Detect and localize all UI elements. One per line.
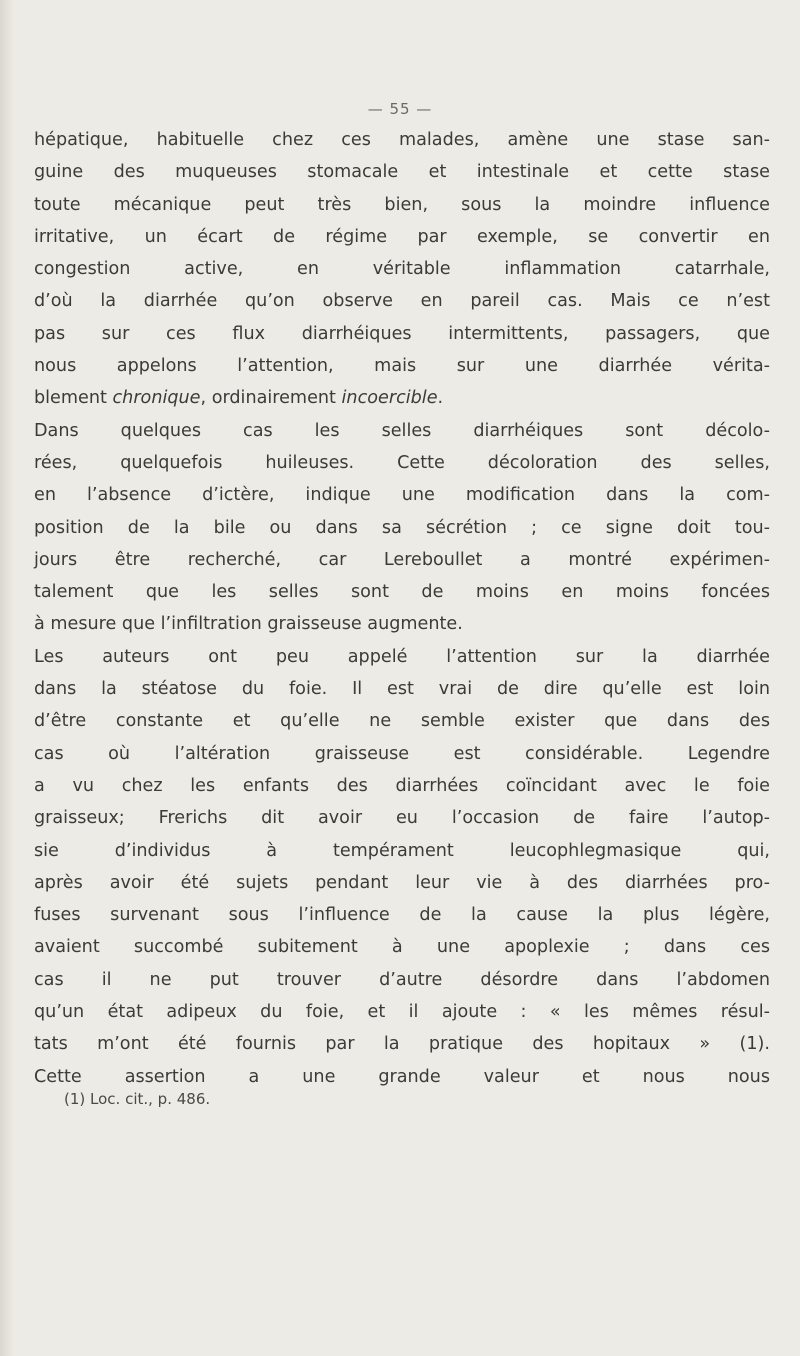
text-line: hépatique, habituelle chez ces malades, amène une stase san- [34, 130, 770, 150]
text-line: Cette assertion a une grande valeur et nous nous [34, 1066, 770, 1087]
italic-term: chronique [112, 388, 201, 409]
text-line: rées, quelquefois huileuses. Cette décoloration des selles, [34, 452, 770, 473]
text-line: cas il ne put trouver d’autre désordre dans l’abdomen [34, 969, 770, 990]
text-line: irritative, un écart de régime par exemple, se convertir en [34, 226, 770, 247]
text-line: en l’absence d’ictère, indique une modification dans la com- [34, 485, 770, 506]
text-line: a vu chez les enfants des diarrhées coïncidant avec le foie [34, 775, 770, 796]
text-line-italic-terms [34, 382, 770, 414]
text-line: guine des muqueuses stomacale et intestinale et cette stase [34, 162, 770, 183]
text-line: Dans quelques cas les selles diarrhéiques sont décolo- [34, 420, 770, 441]
text-line: tats m’ont été fournis par la pratique des hopitaux » (1). [34, 1034, 770, 1055]
text-line: sie d’individus à tempérament leucophlegmasique qui, [34, 840, 770, 861]
text-fragment: . [437, 388, 444, 409]
text-line: après avoir été sujets pendant leur vie à des diarrhées pro- [34, 872, 770, 893]
text-line: graisseux; Frerichs dit avoir eu l’occasion de faire l’autop- [34, 808, 770, 829]
text-line: toute mécanique peut très bien, sous la moindre influence [34, 194, 770, 215]
text-fragment: blement [34, 388, 113, 409]
text-line: talement que les selles sont de moins en moins foncées [34, 582, 770, 603]
footnote: (1) Loc. cit., p. 486. [64, 1090, 211, 1108]
text-fragment: , ordinairement [200, 388, 342, 409]
text-line: position de la bile ou dans sa sécrétion ; ce signe doit tou- [34, 517, 770, 538]
text-line: nous appelons l’attention, mais sur une diarrhée vérita- [34, 356, 770, 377]
text-line: Les auteurs ont peu appelé l’attention sur la diarrhée [34, 646, 770, 667]
body-text [34, 124, 770, 1093]
text-line: qu’un état adipeux du foie, et il ajoute : « les mêmes résul- [34, 1002, 770, 1023]
text-line: d’être constante et qu’elle ne semble exister que dans des [34, 711, 770, 732]
page-number: — 55 — [367, 100, 433, 118]
text-line: à mesure que l’infiltration graisseuse augmente. [34, 614, 463, 635]
text-line: jours être recherché, car Lereboullet a montré expérimen- [34, 549, 770, 570]
text-line: fuses survenant sous l’influence de la cause la plus légère, [34, 905, 770, 926]
text-line: cas où l’altération graisseuse est considérable. Legendre [34, 743, 770, 764]
text-line: d’où la diarrhée qu’on observe en pareil cas. Mais ce n’est [34, 291, 770, 312]
italic-term: incoercible [341, 388, 438, 409]
text-line: congestion active, en véritable inflammation catarrhale, [34, 259, 770, 280]
text-line: avaient succombé subitement à une apoplexie ; dans ces [34, 937, 770, 958]
text-line: pas sur ces flux diarrhéiques intermittents, passagers, que [34, 323, 770, 344]
page-edge-shadow [0, 0, 14, 1356]
text-line: dans la stéatose du foie. Il est vrai de dire qu’elle est loin [34, 679, 770, 700]
